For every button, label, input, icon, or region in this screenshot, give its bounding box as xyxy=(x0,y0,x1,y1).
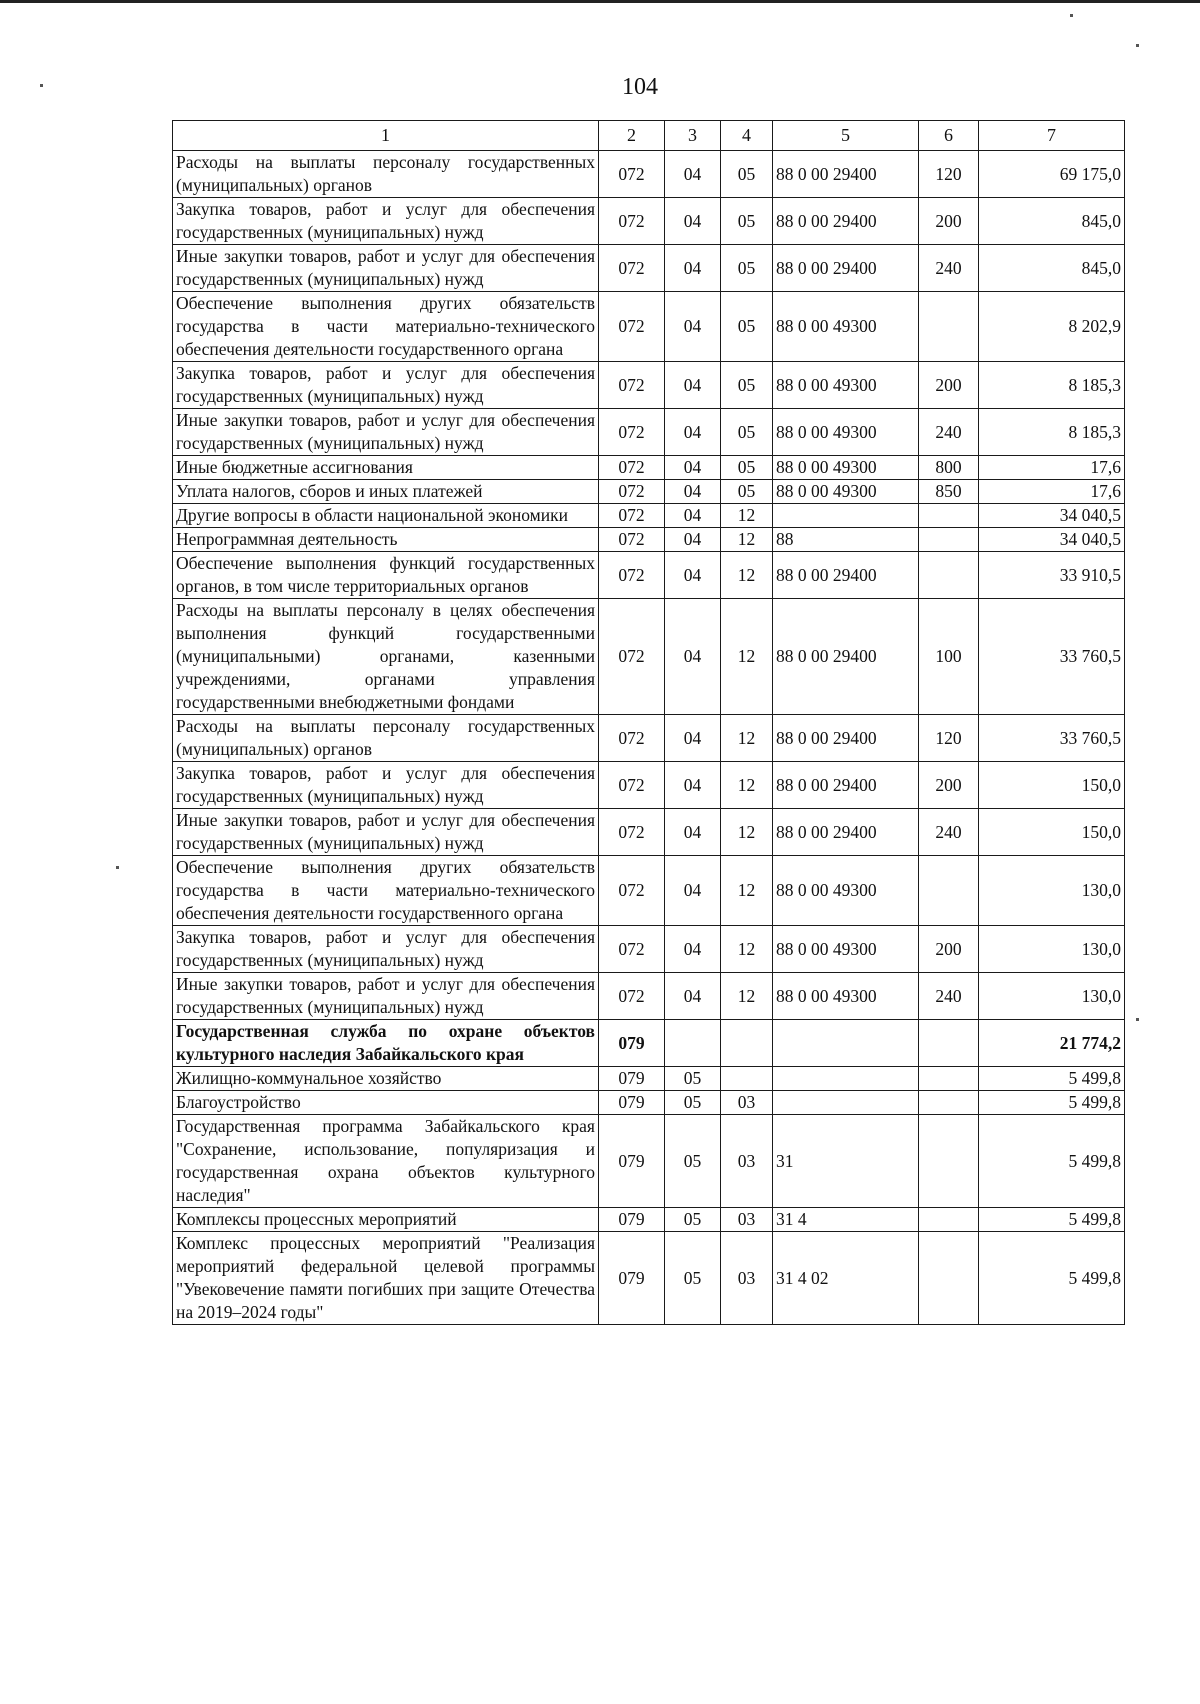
section-code: 04 xyxy=(665,409,721,456)
target-article-code: 88 0 00 49300 xyxy=(773,926,919,973)
subsection-code: 03 xyxy=(721,1091,773,1115)
expense-name: Непрограммная деятельность xyxy=(173,528,599,552)
amount: 5 499,8 xyxy=(979,1208,1125,1232)
grbs-code: 072 xyxy=(599,409,665,456)
section-code: 04 xyxy=(665,198,721,245)
target-article-code: 88 0 00 49300 xyxy=(773,480,919,504)
table-row xyxy=(173,409,1125,456)
subsection-code: 12 xyxy=(721,762,773,809)
section-code: 05 xyxy=(665,1091,721,1115)
expense-name: Иные бюджетные ассигнования xyxy=(173,456,599,480)
header-cell: 7 xyxy=(979,121,1125,151)
section-code: 04 xyxy=(665,599,721,715)
header-cell: 1 xyxy=(173,121,599,151)
expense-type-code xyxy=(919,528,979,552)
grbs-code: 072 xyxy=(599,198,665,245)
expense-name: Комплекс процессных мероприятий "Реализация мероприятий федеральной целевой программы "Увековечение памяти погибших при защите Отечества на 2019–2024 годы" xyxy=(173,1232,599,1325)
expense-type-code xyxy=(919,1115,979,1208)
subsection-code xyxy=(721,1020,773,1067)
subsection-code: 05 xyxy=(721,480,773,504)
section-code: 04 xyxy=(665,245,721,292)
expense-name: Иные закупки товаров, работ и услуг для обеспечения государственных (муниципальных) нужд xyxy=(173,245,599,292)
section-code: 04 xyxy=(665,762,721,809)
header-cell: 4 xyxy=(721,121,773,151)
target-article-code: 88 0 00 29400 xyxy=(773,198,919,245)
expense-type-code: 240 xyxy=(919,809,979,856)
table-row xyxy=(173,1208,1125,1232)
table-row xyxy=(173,151,1125,198)
amount: 130,0 xyxy=(979,926,1125,973)
table-row xyxy=(173,856,1125,926)
amount: 845,0 xyxy=(979,245,1125,292)
scan-speck xyxy=(40,84,43,87)
section-code: 04 xyxy=(665,362,721,409)
expense-name: Государственная служба по охране объектов культурного наследия Забайкальского края xyxy=(173,1020,599,1067)
table-row xyxy=(173,292,1125,362)
amount: 845,0 xyxy=(979,198,1125,245)
amount: 5 499,8 xyxy=(979,1091,1125,1115)
table-row xyxy=(173,762,1125,809)
expense-type-code xyxy=(919,1067,979,1091)
expense-name: Жилищно-коммунальное хозяйство xyxy=(173,1067,599,1091)
section-code: 04 xyxy=(665,715,721,762)
section-code: 05 xyxy=(665,1208,721,1232)
amount: 5 499,8 xyxy=(979,1232,1125,1325)
table-row xyxy=(173,599,1125,715)
expense-name: Расходы на выплаты персоналу государственных (муниципальных) органов xyxy=(173,715,599,762)
expense-type-code xyxy=(919,856,979,926)
expense-name: Обеспечение выполнения других обязательств государства в части материально-технического обеспечения деятельности государственного органа xyxy=(173,292,599,362)
grbs-code: 072 xyxy=(599,973,665,1020)
subsection-code: 05 xyxy=(721,292,773,362)
amount: 21 774,2 xyxy=(979,1020,1125,1067)
table-row xyxy=(173,973,1125,1020)
section-code: 04 xyxy=(665,552,721,599)
subsection-code: 12 xyxy=(721,809,773,856)
target-article-code xyxy=(773,1020,919,1067)
grbs-code: 072 xyxy=(599,504,665,528)
target-article-code: 31 xyxy=(773,1115,919,1208)
subsection-code: 12 xyxy=(721,926,773,973)
section-code: 04 xyxy=(665,151,721,198)
expense-type-code: 200 xyxy=(919,362,979,409)
table-row xyxy=(173,809,1125,856)
target-article-code: 88 0 00 29400 xyxy=(773,762,919,809)
section-code: 04 xyxy=(665,456,721,480)
grbs-code: 079 xyxy=(599,1091,665,1115)
expense-type-code: 850 xyxy=(919,480,979,504)
target-article-code: 88 0 00 29400 xyxy=(773,245,919,292)
expense-type-code xyxy=(919,504,979,528)
subsection-code: 12 xyxy=(721,715,773,762)
expense-type-code: 200 xyxy=(919,762,979,809)
top-scan-edge xyxy=(0,0,1200,3)
amount: 130,0 xyxy=(979,856,1125,926)
expense-type-code xyxy=(919,1208,979,1232)
expense-name: Закупка товаров, работ и услуг для обеспечения государственных (муниципальных) нужд xyxy=(173,198,599,245)
section-code: 05 xyxy=(665,1067,721,1091)
section-code: 04 xyxy=(665,856,721,926)
table-row xyxy=(173,362,1125,409)
budget-table xyxy=(172,120,1125,1325)
amount: 150,0 xyxy=(979,762,1125,809)
section-code: 05 xyxy=(665,1115,721,1208)
expense-name: Закупка товаров, работ и услуг для обеспечения государственных (муниципальных) нужд xyxy=(173,926,599,973)
section-code: 04 xyxy=(665,973,721,1020)
expense-name: Закупка товаров, работ и услуг для обеспечения государственных (муниципальных) нужд xyxy=(173,762,599,809)
subsection-code: 12 xyxy=(721,528,773,552)
target-article-code: 88 xyxy=(773,528,919,552)
grbs-code: 072 xyxy=(599,151,665,198)
target-article-code: 88 0 00 49300 xyxy=(773,362,919,409)
section-code: 04 xyxy=(665,480,721,504)
amount: 69 175,0 xyxy=(979,151,1125,198)
subsection-code: 12 xyxy=(721,599,773,715)
amount: 33 760,5 xyxy=(979,715,1125,762)
grbs-code: 072 xyxy=(599,456,665,480)
header-cell: 5 xyxy=(773,121,919,151)
header-cell: 6 xyxy=(919,121,979,151)
table-row xyxy=(173,504,1125,528)
expense-type-code: 200 xyxy=(919,198,979,245)
amount: 5 499,8 xyxy=(979,1067,1125,1091)
table-row xyxy=(173,1091,1125,1115)
section-code: 04 xyxy=(665,528,721,552)
section-code: 05 xyxy=(665,1232,721,1325)
grbs-code: 072 xyxy=(599,480,665,504)
expense-name: Комплексы процессных мероприятий xyxy=(173,1208,599,1232)
amount: 8 202,9 xyxy=(979,292,1125,362)
target-article-code: 88 0 00 49300 xyxy=(773,409,919,456)
section-code: 04 xyxy=(665,504,721,528)
expense-name: Расходы на выплаты персоналу в целях обеспечения выполнения функций государственными (муниципальными) органами, казенными учреждениями, органами управления государственными внебюджетными фондами xyxy=(173,599,599,715)
target-article-code: 88 0 00 29400 xyxy=(773,599,919,715)
grbs-code: 072 xyxy=(599,715,665,762)
amount: 33 910,5 xyxy=(979,552,1125,599)
expense-name: Государственная программа Забайкальского края "Сохранение, использование, популяризация и государственная охрана объектов культурного наследия" xyxy=(173,1115,599,1208)
amount: 150,0 xyxy=(979,809,1125,856)
target-article-code: 88 0 00 29400 xyxy=(773,552,919,599)
table-row xyxy=(173,480,1125,504)
scan-speck xyxy=(1136,1018,1139,1021)
table-row xyxy=(173,1020,1125,1067)
table-row xyxy=(173,926,1125,973)
table-row xyxy=(173,1115,1125,1208)
target-article-code xyxy=(773,1091,919,1115)
expense-type-code: 120 xyxy=(919,715,979,762)
subsection-code xyxy=(721,1067,773,1091)
target-article-code: 88 0 00 49300 xyxy=(773,292,919,362)
amount: 130,0 xyxy=(979,973,1125,1020)
section-code: 04 xyxy=(665,292,721,362)
expense-name: Другие вопросы в области национальной экономики xyxy=(173,504,599,528)
expense-type-code xyxy=(919,1020,979,1067)
grbs-code: 072 xyxy=(599,528,665,552)
subsection-code: 12 xyxy=(721,973,773,1020)
table-row xyxy=(173,715,1125,762)
expense-name: Расходы на выплаты персоналу государственных (муниципальных) органов xyxy=(173,151,599,198)
subsection-code: 05 xyxy=(721,362,773,409)
header-cell: 2 xyxy=(599,121,665,151)
grbs-code: 079 xyxy=(599,1208,665,1232)
amount: 8 185,3 xyxy=(979,409,1125,456)
subsection-code: 05 xyxy=(721,456,773,480)
subsection-code: 03 xyxy=(721,1115,773,1208)
grbs-code: 072 xyxy=(599,292,665,362)
amount: 34 040,5 xyxy=(979,504,1125,528)
subsection-code: 03 xyxy=(721,1232,773,1325)
amount: 34 040,5 xyxy=(979,528,1125,552)
table-row xyxy=(173,1232,1125,1325)
grbs-code: 072 xyxy=(599,245,665,292)
grbs-code: 072 xyxy=(599,599,665,715)
grbs-code: 072 xyxy=(599,362,665,409)
target-article-code: 88 0 00 29400 xyxy=(773,151,919,198)
grbs-code: 072 xyxy=(599,762,665,809)
target-article-code: 88 0 00 29400 xyxy=(773,715,919,762)
header-row xyxy=(173,121,1125,151)
expense-type-code: 240 xyxy=(919,245,979,292)
table-row xyxy=(173,552,1125,599)
expense-type-code: 240 xyxy=(919,409,979,456)
subsection-code: 03 xyxy=(721,1208,773,1232)
section-code xyxy=(665,1020,721,1067)
grbs-code: 072 xyxy=(599,926,665,973)
scan-speck xyxy=(116,866,119,869)
amount: 17,6 xyxy=(979,456,1125,480)
expense-type-code: 100 xyxy=(919,599,979,715)
expense-name: Благоустройство xyxy=(173,1091,599,1115)
scan-speck xyxy=(1136,44,1139,47)
target-article-code: 88 0 00 49300 xyxy=(773,856,919,926)
expense-type-code: 240 xyxy=(919,973,979,1020)
table-row xyxy=(173,528,1125,552)
table-row xyxy=(173,245,1125,292)
header-cell: 3 xyxy=(665,121,721,151)
subsection-code: 05 xyxy=(721,409,773,456)
expense-type-code: 200 xyxy=(919,926,979,973)
scan-speck xyxy=(1070,14,1073,17)
expense-type-code xyxy=(919,552,979,599)
amount: 8 185,3 xyxy=(979,362,1125,409)
section-code: 04 xyxy=(665,926,721,973)
subsection-code: 12 xyxy=(721,856,773,926)
expense-type-code xyxy=(919,1232,979,1325)
target-article-code: 88 0 00 49300 xyxy=(773,456,919,480)
expense-type-code xyxy=(919,292,979,362)
expense-name: Иные закупки товаров, работ и услуг для обеспечения государственных (муниципальных) нужд xyxy=(173,809,599,856)
expense-type-code: 800 xyxy=(919,456,979,480)
subsection-code: 05 xyxy=(721,198,773,245)
grbs-code: 079 xyxy=(599,1067,665,1091)
expense-type-code xyxy=(919,1091,979,1115)
table-row xyxy=(173,198,1125,245)
subsection-code: 12 xyxy=(721,552,773,599)
expense-type-code: 120 xyxy=(919,151,979,198)
target-article-code: 88 0 00 29400 xyxy=(773,809,919,856)
subsection-code: 05 xyxy=(721,151,773,198)
amount: 5 499,8 xyxy=(979,1115,1125,1208)
table-body xyxy=(173,151,1125,1325)
expense-name: Обеспечение выполнения других обязательств государства в части материально-технического обеспечения деятельности государственного органа xyxy=(173,856,599,926)
target-article-code: 31 4 02 xyxy=(773,1232,919,1325)
grbs-code: 072 xyxy=(599,809,665,856)
amount: 17,6 xyxy=(979,480,1125,504)
target-article-code: 88 0 00 49300 xyxy=(773,973,919,1020)
amount: 33 760,5 xyxy=(979,599,1125,715)
table-row xyxy=(173,1067,1125,1091)
grbs-code: 072 xyxy=(599,856,665,926)
expense-name: Иные закупки товаров, работ и услуг для обеспечения государственных (муниципальных) нужд xyxy=(173,409,599,456)
section-code: 04 xyxy=(665,809,721,856)
target-article-code xyxy=(773,1067,919,1091)
subsection-code: 12 xyxy=(721,504,773,528)
target-article-code xyxy=(773,504,919,528)
grbs-code: 072 xyxy=(599,552,665,599)
expense-name: Иные закупки товаров, работ и услуг для обеспечения государственных (муниципальных) нужд xyxy=(173,973,599,1020)
subsection-code: 05 xyxy=(721,245,773,292)
page-number: 104 xyxy=(622,74,658,100)
grbs-code: 079 xyxy=(599,1115,665,1208)
expense-name: Обеспечение выполнения функций государственных органов, в том числе территориальных органов xyxy=(173,552,599,599)
target-article-code: 31 4 xyxy=(773,1208,919,1232)
table-row xyxy=(173,456,1125,480)
expense-name: Уплата налогов, сборов и иных платежей xyxy=(173,480,599,504)
grbs-code: 079 xyxy=(599,1232,665,1325)
expense-name: Закупка товаров, работ и услуг для обеспечения государственных (муниципальных) нужд xyxy=(173,362,599,409)
grbs-code: 079 xyxy=(599,1020,665,1067)
